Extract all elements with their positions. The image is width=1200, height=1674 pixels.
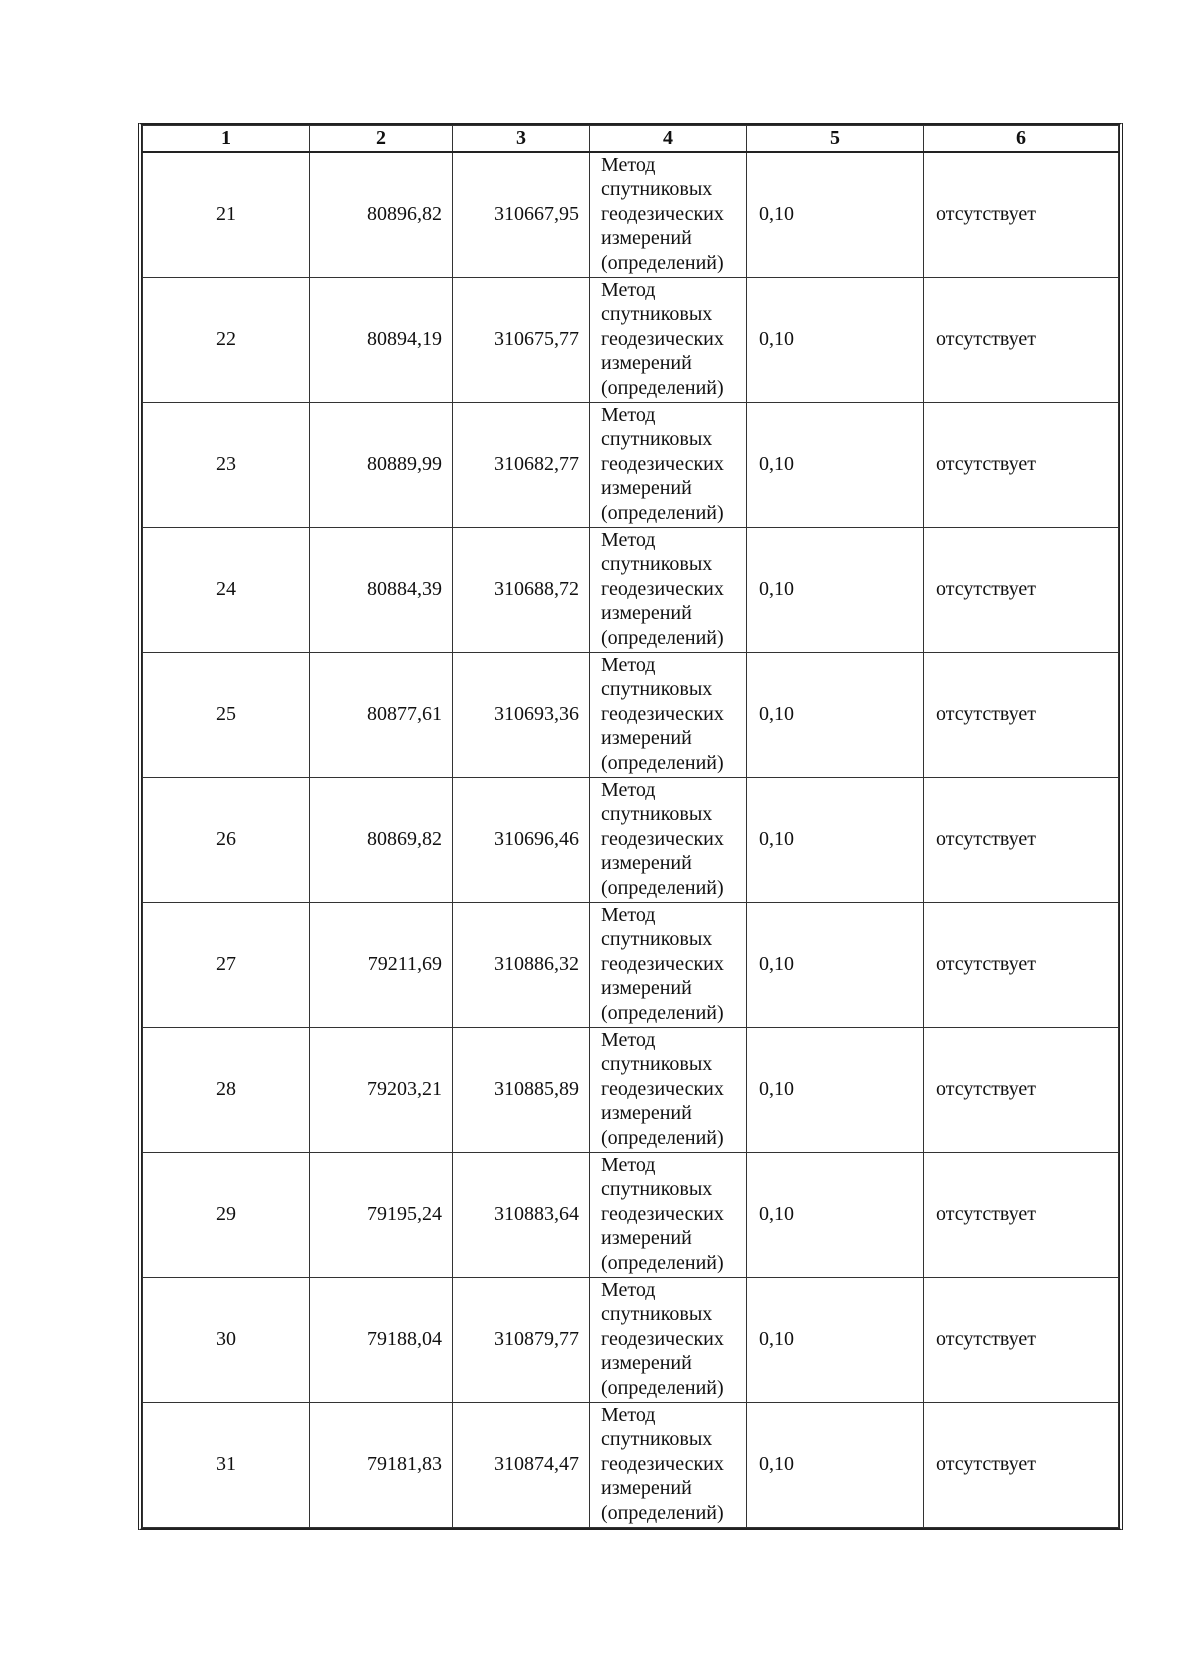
info-cell: отсутствует — [924, 1277, 1119, 1402]
info-cell: отсутствует — [924, 1402, 1119, 1527]
coordinate-y-cell: 310696,46 — [453, 777, 590, 902]
method-cell: Метод спутниковых геодезических измерений (определений) — [590, 1277, 747, 1402]
header-cell-col2: 2 — [310, 126, 453, 152]
method-cell: Метод спутниковых геодезических измерений (определений) — [590, 527, 747, 652]
method-cell: Метод спутниковых геодезических измерений (определений) — [590, 277, 747, 402]
accuracy-cell: 0,10 — [747, 652, 924, 777]
table-row — [143, 777, 1119, 902]
coordinate-x-cell: 80884,39 — [310, 527, 453, 652]
method-cell: Метод спутниковых геодезических измерений (определений) — [590, 777, 747, 902]
point-number-cell: 21 — [143, 152, 310, 278]
method-cell: Метод спутниковых геодезических измерений (определений) — [590, 1402, 747, 1527]
table-row — [143, 652, 1119, 777]
coordinate-x-cell: 80894,19 — [310, 277, 453, 402]
accuracy-cell: 0,10 — [747, 1277, 924, 1402]
method-cell: Метод спутниковых геодезических измерений (определений) — [590, 402, 747, 527]
accuracy-cell: 0,10 — [747, 777, 924, 902]
table-row — [143, 1152, 1119, 1277]
info-cell: отсутствует — [924, 1027, 1119, 1152]
accuracy-cell: 0,10 — [747, 527, 924, 652]
accuracy-cell: 0,10 — [747, 277, 924, 402]
coordinate-y-cell: 310682,77 — [453, 402, 590, 527]
method-cell: Метод спутниковых геодезических измерений (определений) — [590, 1152, 747, 1277]
coordinate-x-cell: 80877,61 — [310, 652, 453, 777]
point-number-cell: 28 — [143, 1027, 310, 1152]
table-row — [143, 1027, 1119, 1152]
table-row — [143, 527, 1119, 652]
info-cell: отсутствует — [924, 777, 1119, 902]
point-number-cell: 31 — [143, 1402, 310, 1527]
point-number-cell: 23 — [143, 402, 310, 527]
info-cell: отсутствует — [924, 902, 1119, 1027]
table-row — [143, 1277, 1119, 1402]
accuracy-cell: 0,10 — [747, 152, 924, 278]
method-cell: Метод спутниковых геодезических измерений (определений) — [590, 1027, 747, 1152]
table-row — [143, 152, 1119, 278]
point-number-cell: 30 — [143, 1277, 310, 1402]
header-cell-col1: 1 — [143, 126, 310, 152]
info-cell: отсутствует — [924, 402, 1119, 527]
info-cell: отсутствует — [924, 652, 1119, 777]
accuracy-cell: 0,10 — [747, 1402, 924, 1527]
coordinate-y-cell: 310688,72 — [453, 527, 590, 652]
header-cell-col5: 5 — [747, 126, 924, 152]
table-row — [143, 1402, 1119, 1527]
coordinates-table-frame — [138, 123, 1123, 1530]
coordinate-y-cell: 310874,47 — [453, 1402, 590, 1527]
coordinate-x-cell: 80889,99 — [310, 402, 453, 527]
coordinate-y-cell: 310885,89 — [453, 1027, 590, 1152]
method-cell: Метод спутниковых геодезических измерений (определений) — [590, 902, 747, 1027]
info-cell: отсутствует — [924, 1152, 1119, 1277]
coordinate-x-cell: 79195,24 — [310, 1152, 453, 1277]
coordinate-y-cell: 310675,77 — [453, 277, 590, 402]
header-cell-col6: 6 — [924, 126, 1119, 152]
accuracy-cell: 0,10 — [747, 402, 924, 527]
coordinate-y-cell: 310886,32 — [453, 902, 590, 1027]
coordinate-x-cell: 79211,69 — [310, 902, 453, 1027]
info-cell: отсутствует — [924, 527, 1119, 652]
table-row — [143, 402, 1119, 527]
coordinate-y-cell: 310879,77 — [453, 1277, 590, 1402]
coordinate-y-cell: 310667,95 — [453, 152, 590, 278]
header-cell-col3: 3 — [453, 126, 590, 152]
table-row — [143, 277, 1119, 402]
accuracy-cell: 0,10 — [747, 902, 924, 1027]
accuracy-cell: 0,10 — [747, 1152, 924, 1277]
info-cell: отсутствует — [924, 152, 1119, 278]
point-number-cell: 22 — [143, 277, 310, 402]
method-cell: Метод спутниковых геодезических измерений (определений) — [590, 652, 747, 777]
header-cell-col4: 4 — [590, 126, 747, 152]
point-number-cell: 26 — [143, 777, 310, 902]
coordinate-x-cell: 80896,82 — [310, 152, 453, 278]
coordinate-x-cell: 80869,82 — [310, 777, 453, 902]
coordinate-x-cell: 79181,83 — [310, 1402, 453, 1527]
coordinate-y-cell: 310883,64 — [453, 1152, 590, 1277]
point-number-cell: 27 — [143, 902, 310, 1027]
method-cell: Метод спутниковых геодезических измерений (определений) — [590, 152, 747, 278]
point-number-cell: 25 — [143, 652, 310, 777]
table-row — [143, 902, 1119, 1027]
point-number-cell: 29 — [143, 1152, 310, 1277]
coordinate-x-cell: 79188,04 — [310, 1277, 453, 1402]
header-row — [143, 126, 1119, 152]
coordinate-x-cell: 79203,21 — [310, 1027, 453, 1152]
coordinates-table — [142, 125, 1119, 1528]
accuracy-cell: 0,10 — [747, 1027, 924, 1152]
info-cell: отсутствует — [924, 277, 1119, 402]
point-number-cell: 24 — [143, 527, 310, 652]
table-body — [143, 152, 1119, 1528]
coordinate-y-cell: 310693,36 — [453, 652, 590, 777]
